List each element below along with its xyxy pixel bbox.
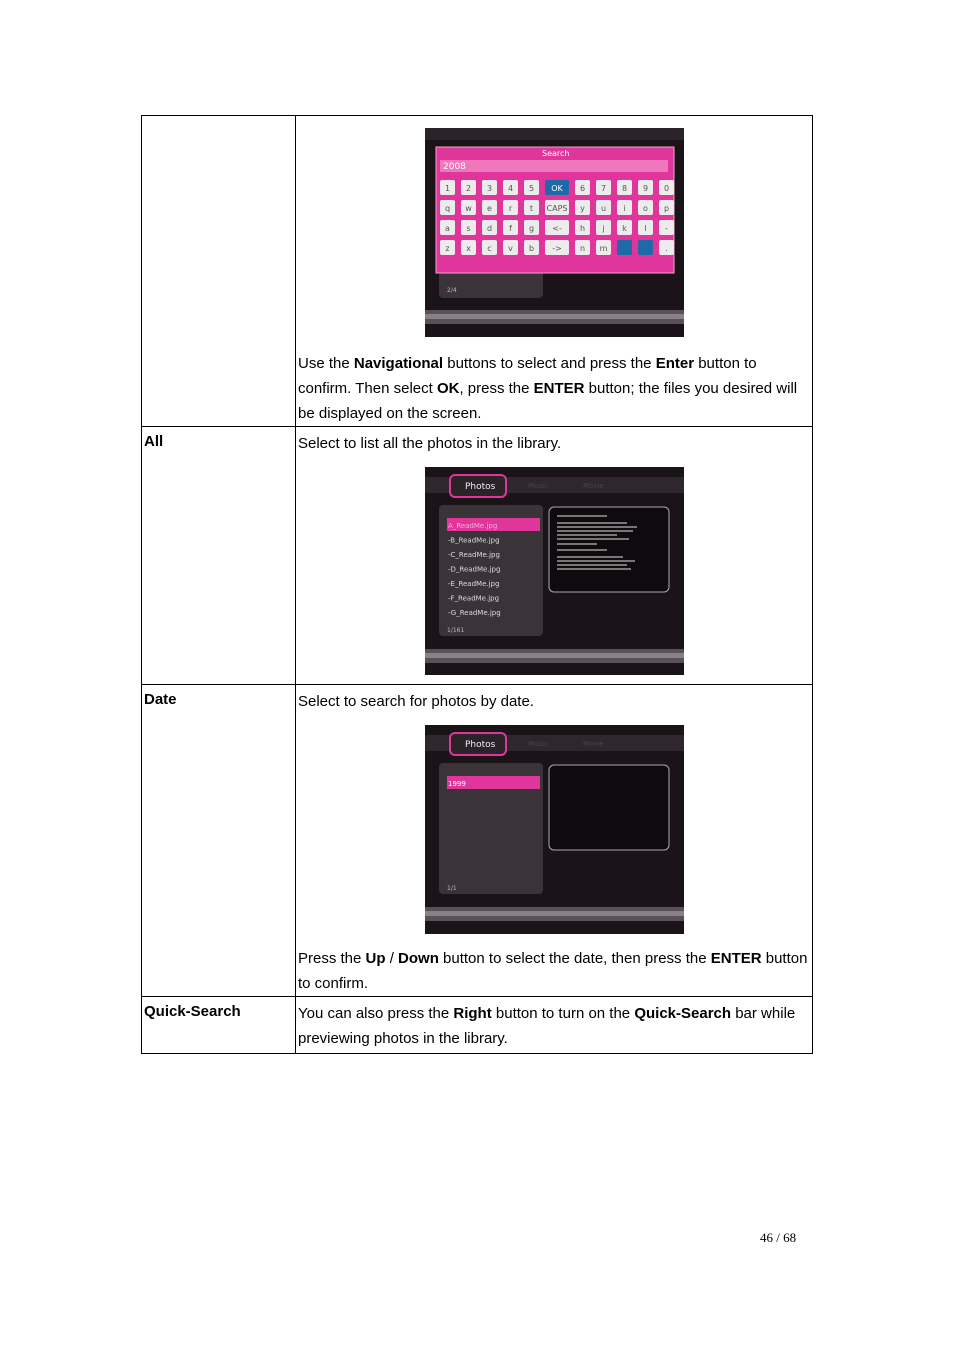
keyboard-key-label: i: [622, 204, 626, 213]
row-label-date: Date: [142, 685, 296, 997]
quick-search-instructions: You can also press the Right button to turn on the Quick-Search bar while previewing photos in the library.: [298, 1005, 796, 1047]
keyboard-key-label: 2: [465, 184, 471, 193]
row-desc-search: [296, 116, 813, 427]
tab-movie[interactable]: Movie: [582, 740, 604, 748]
table-row-date: [142, 685, 813, 997]
keyboard-key-label: w: [464, 204, 472, 213]
date-instructions: Select to search for photos by date.: [298, 693, 534, 710]
keyboard-key-label: .: [664, 244, 668, 253]
table-row-quick-search: [142, 997, 813, 1054]
keyboard-key-label: OK: [550, 184, 563, 193]
tab-music[interactable]: Music: [527, 740, 548, 748]
keyboard-key-label: z: [444, 244, 450, 253]
all-instructions: Select to list all the photos in the library.: [298, 435, 562, 452]
table-row-all: [142, 427, 813, 685]
row-label-quick-search: Quick-Search: [142, 997, 296, 1054]
row-desc-quick-search: [296, 997, 813, 1054]
search-field-value[interactable]: 2008: [442, 162, 466, 172]
page-number: 46 / 68: [760, 1230, 797, 1245]
keyboard-key-label: 6: [579, 184, 585, 193]
tab-music[interactable]: Music: [527, 482, 548, 490]
file-list-item[interactable]: -F_ReadMe.jpg: [447, 594, 499, 603]
file-list-item[interactable]: -D_ReadMe.jpg: [447, 565, 500, 574]
keyboard-key-label: 0: [663, 184, 669, 193]
date-list-item[interactable]: 1999: [447, 780, 466, 788]
keyboard-key-label: 7: [600, 184, 606, 193]
keyboard-key-label: a: [444, 224, 450, 233]
keyboard-key-label: o: [642, 204, 648, 213]
row-desc-date: [296, 685, 813, 997]
row-label-all: All: [142, 427, 296, 685]
keyboard-key-label: 9: [642, 184, 648, 193]
row-desc-all: [296, 427, 813, 685]
file-list-item[interactable]: -G_ReadMe.jpg: [447, 609, 501, 617]
search-dialog-title: Search: [541, 149, 569, 158]
keyboard-key-label: -: [664, 224, 668, 233]
keyboard-key-label: y: [579, 204, 585, 213]
tab-photos[interactable]: Photos: [464, 482, 495, 492]
keyboard-key-label: d: [486, 224, 492, 233]
keyboard-key-label: k: [621, 224, 627, 233]
table-row-search: [142, 116, 813, 427]
keyboard-key-label: ->: [551, 244, 562, 253]
keyboard-key-label: m: [599, 244, 607, 253]
search-instructions: Use the Navigational buttons to select and press the Enter button to confirm. Then select OK, press the ENTER button; the files you desired will be displayed on the screen.: [298, 355, 798, 422]
keyboard-key-label: j: [601, 224, 605, 233]
keyboard-key-label: l: [643, 224, 647, 233]
file-list-item[interactable]: -C_ReadMe.jpg: [447, 551, 500, 559]
tab-movie[interactable]: Movie: [582, 482, 604, 490]
date-confirm-instructions: Press the Up / Down button to select the date, then press the ENTER button to confirm.: [298, 950, 808, 992]
file-list-item[interactable]: -E_ReadMe.jpg: [447, 580, 499, 588]
keyboard-key-label: 4: [507, 184, 513, 193]
keyboard-key-label: v: [507, 244, 513, 253]
file-list-item[interactable]: A_ReadMe.jpg: [447, 522, 497, 530]
screen-counter: 2/4: [446, 287, 457, 294]
keyboard-key-label: 1: [444, 184, 450, 193]
keyboard-key-label: s: [465, 224, 471, 233]
instruction-table: [141, 115, 813, 1054]
tab-photos[interactable]: Photos: [464, 740, 495, 750]
screen-counter: 1/1: [446, 885, 457, 892]
keyboard-key-label: h: [579, 224, 585, 233]
keyboard-key-label: p: [663, 204, 669, 213]
keyboard-key[interactable]: [617, 240, 632, 255]
keyboard-key-label: x: [465, 244, 471, 253]
photo-list-screenshot: [425, 467, 684, 675]
keyboard-key-label: n: [579, 244, 585, 253]
keyboard-key-label: c: [486, 244, 492, 253]
keyboard-key-label: r: [508, 204, 512, 213]
keyboard-key-label: e: [486, 204, 492, 213]
keyboard-key-label: t: [529, 204, 533, 213]
keyboard-key-label: 5: [528, 184, 534, 193]
file-list-item[interactable]: -B_ReadMe.jpg: [447, 536, 500, 545]
keyboard-key-label: q: [444, 204, 450, 213]
keyboard-key-label: g: [528, 224, 534, 233]
keyboard-key-label: 3: [486, 184, 492, 193]
keyboard-key-label: b: [528, 244, 534, 253]
date-list-screenshot: [425, 725, 684, 934]
row-label-empty: [142, 116, 296, 427]
screen-counter: 1/161: [446, 627, 464, 634]
keyboard-key-label: <-: [551, 224, 562, 233]
keyboard-key-label: 8: [621, 184, 627, 193]
keyboard-key-label: u: [600, 204, 606, 213]
search-keyboard-screenshot: [425, 128, 684, 337]
keyboard-key-label: f: [508, 224, 512, 233]
keyboard-key-label: CAPS: [546, 204, 567, 213]
keyboard-key[interactable]: [638, 240, 653, 255]
